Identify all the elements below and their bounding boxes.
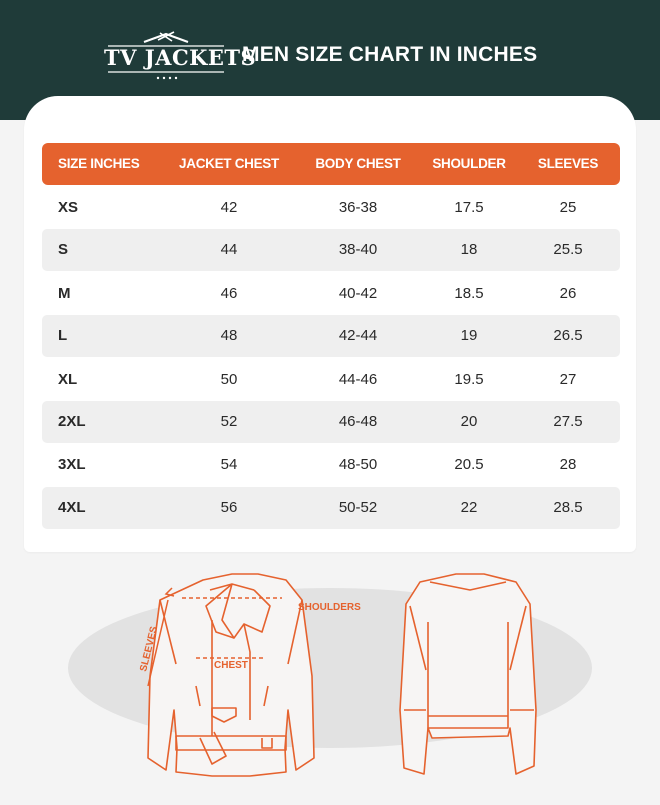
jacket-measurement-diagram — [0, 560, 660, 800]
jacket-back-icon — [400, 574, 536, 774]
sleeves-cell: 25.5 — [553, 241, 583, 258]
brand-logo — [104, 30, 257, 86]
table-row — [42, 359, 620, 401]
column-header-size: SIZE INCHES — [58, 156, 140, 171]
size-cell: 2XL — [58, 413, 86, 430]
table-row — [42, 487, 620, 529]
sleeves-cell: 27.5 — [553, 413, 583, 430]
sleeves-cell: 25 — [559, 199, 577, 216]
shoulder-cell: 19 — [460, 327, 478, 344]
size-cell: 4XL — [58, 499, 86, 516]
sleeves-cell: 26.5 — [553, 327, 583, 344]
jacket-chest-cell: 44 — [220, 241, 238, 258]
shoulder-cell: 18.5 — [454, 285, 484, 302]
table-row — [42, 444, 620, 486]
column-header-jacket-chest: JACKET CHEST — [179, 156, 279, 171]
table-row — [42, 229, 620, 271]
table-row — [42, 315, 620, 357]
size-cell: XL — [58, 371, 78, 388]
jacket-chest-cell: 42 — [220, 199, 238, 216]
body-chest-cell: 44-46 — [338, 371, 378, 388]
table-row — [42, 401, 620, 443]
jacket-chest-cell: 54 — [220, 456, 238, 473]
jacket-chest-cell: 56 — [220, 499, 238, 516]
size-cell: XS — [58, 199, 79, 216]
shoulder-cell: 17.5 — [454, 199, 484, 216]
table-row — [42, 187, 620, 229]
table-row — [42, 273, 620, 315]
jacket-chest-cell: 50 — [220, 371, 238, 388]
page-title: MEN SIZE CHART IN INCHES — [242, 43, 538, 66]
body-chest-cell: 40-42 — [338, 285, 378, 302]
jacket-chest-cell: 46 — [220, 285, 238, 302]
shoulder-cell: 18 — [460, 241, 478, 258]
column-header-sleeves: SLEEVES — [537, 156, 599, 171]
shoulders-label: SHOULDERS — [298, 602, 361, 613]
size-cell: M — [58, 285, 71, 302]
size-cell: 3XL — [58, 456, 86, 473]
logo-text: TV JACKETS — [104, 45, 257, 70]
chest-label: CHEST — [214, 660, 248, 671]
body-chest-cell: 50-52 — [338, 499, 378, 516]
sleeves-cell: 28 — [559, 456, 577, 473]
size-cell: L — [58, 327, 68, 344]
shoulder-cell: 19.5 — [454, 371, 484, 388]
sleeves-label: SLEEVES — [138, 625, 161, 673]
size-cell: S — [58, 241, 69, 258]
body-chest-cell: 42-44 — [338, 327, 378, 344]
body-chest-cell: 46-48 — [338, 413, 378, 430]
shoulder-cell: 20.5 — [454, 456, 484, 473]
column-header-body-chest: BODY CHEST — [315, 156, 401, 171]
table-header — [42, 143, 620, 185]
sleeves-cell: 26 — [559, 285, 577, 302]
shoulder-cell: 20 — [460, 413, 478, 430]
shoulder-cell: 22 — [460, 499, 478, 516]
sleeves-cell: 28.5 — [553, 499, 583, 516]
jacket-chest-cell: 48 — [220, 327, 238, 344]
body-chest-cell: 38-40 — [338, 241, 378, 258]
jacket-chest-cell: 52 — [220, 413, 238, 430]
body-chest-cell: 48-50 — [338, 456, 378, 473]
sleeves-cell: 27 — [559, 371, 577, 388]
body-chest-cell: 36-38 — [338, 199, 378, 216]
column-header-shoulder: SHOULDER — [432, 156, 506, 171]
